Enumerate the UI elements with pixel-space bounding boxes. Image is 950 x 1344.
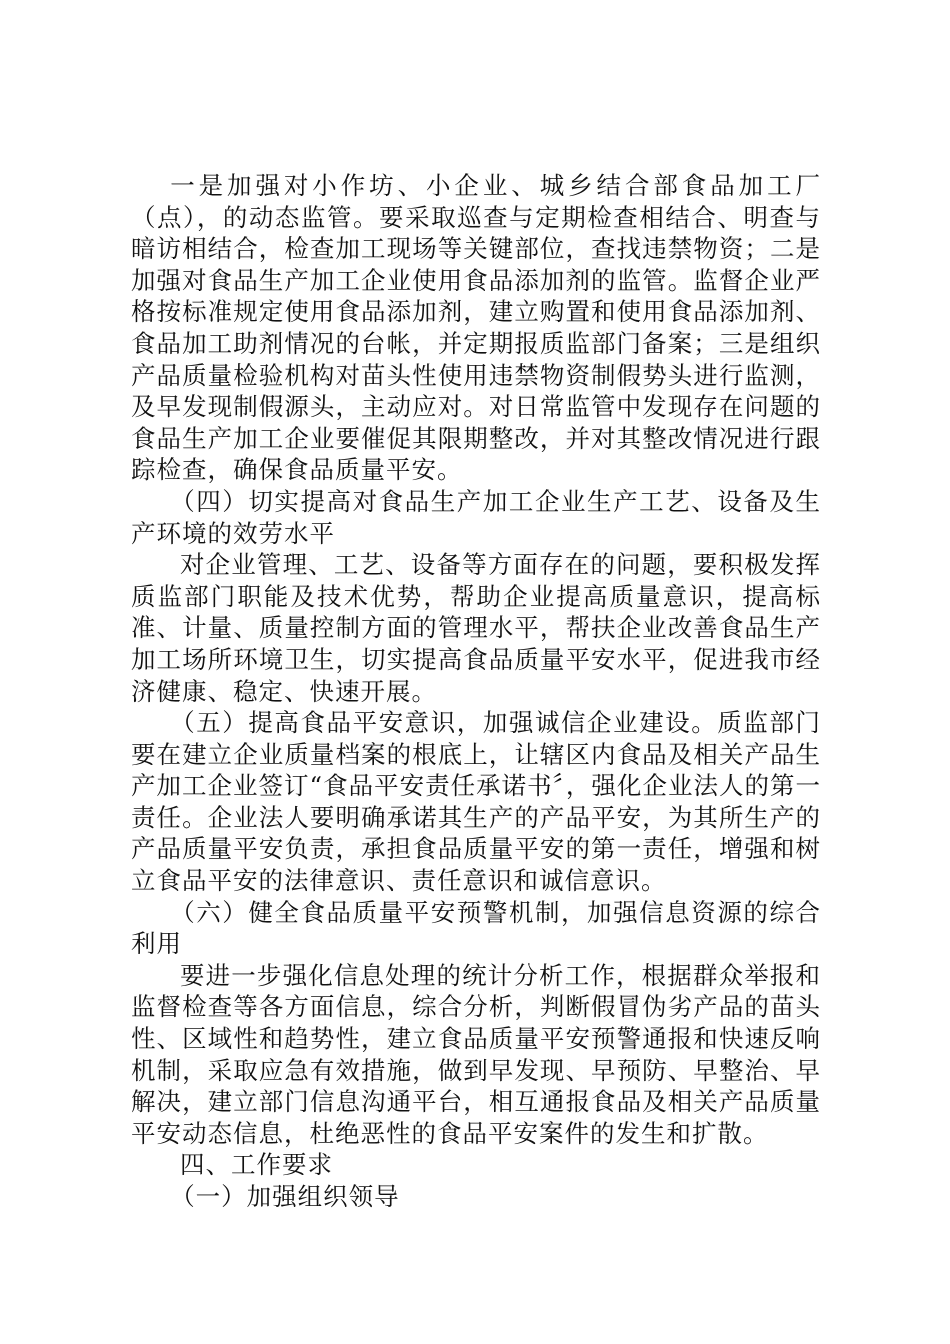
section-heading-5: （五）提高食品平安意识，加强诚信企业建设。质监部门要在建立企业质量档案的根底上，让辖区内食品及相关产品生产加工企业签订“食品平安责任承诺书〞，强化企业法人的第一责任。企业法人要明确承诺其生产的产品平安，为其所生产的产品质量平安负责，承担食品质量平安的第一责任，增强和树立食品平安的法律意识、责任意识和诚信意识。 [131,708,821,896]
document-body [131,170,821,1213]
section-heading-work-requirements: 四、工作要求 [180,1150,333,1180]
paragraph-supervision-measures: 一是加强对小作坊、小企业、城乡结合部食品加工厂（点），的动态监管。要采取巡查与定期检查相结合、明查与暗访相结合，检查加工现场等关键部位，查找违禁物资；二是加强对食品生产加工企业使用食品添加剂的监管。监督企业严格按标准规定使用食品添加剂，建立购置和使用食品添加剂、食品加工助剂情况的台帐，并定期报质监部门备案；三是组织产品质量检验机构对苗头性使用违禁物资制假势头进行监测，及早发现制假源头，主动应对。对日常监管中发现存在问题的食品生产加工企业要催促其限期整改，并对其整改情况进行跟踪检查，确保食品质量平安。 [131,171,821,485]
section-heading-organization: （一）加强组织领导 [170,1182,400,1211]
paragraph-early-warning: 要进一步强化信息处理的统计分析工作，根据群众举报和监督检查等各方面信息，综合分析，判断假冒伪劣产品的苗头性、区域性和趋势性，建立食品质量平安预警通报和快速反响机制，采取应急有效措施，做到早发现、早预防、早整治、早解决，建立部门信息沟通平台，相互通报食品及相关产品质量平安动态信息，杜绝恶性的食品平安案件的发生和扩散。 [131,960,821,1148]
section-heading-4: （四）切实提高对食品生产加工企业生产工艺、设备及生产环境的效劳水平 [131,486,821,548]
section-heading-6: （六）健全食品质量平安预警机制，加强信息资源的综合利用 [131,897,821,959]
paragraph-service-level: 对企业管理、工艺、设备等方面存在的问题，要积极发挥质监部门职能及技术优势，帮助企业提高质量意识，提高标准、计量、质量控制方面的管理水平，帮扶企业改善食品生产加工场所环境卫生，切实提高食品质量平安水平，促进我市经济健康、稳定、快速开展。 [131,550,821,706]
